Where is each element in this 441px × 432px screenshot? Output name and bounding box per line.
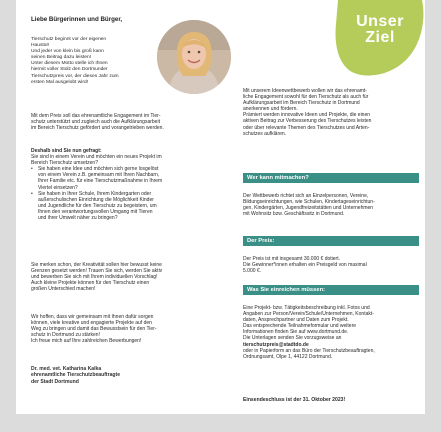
text-line: schutz unterstützt und zugleich auch die Aufklärungsarbeit	[31, 119, 160, 126]
text-line: Weg zu bringen und damit das Bewusstsein für den Tier-	[31, 326, 157, 333]
text-line: Wir hoffen, dass wir gemeinsam mit Ihnen dafür sorgen	[31, 314, 154, 320]
signature-role: ehrenamtliche Tierschutzbeauftragte	[31, 372, 121, 379]
bullet-list	[31, 166, 221, 221]
intro-text	[31, 37, 149, 86]
badge-line: Unser	[356, 13, 404, 30]
wanted-heading: Deshalb sind Sie nun gefragt:	[31, 148, 102, 154]
text-line: Die Unterlagen senden Sie vorzugsweise an	[243, 335, 342, 342]
text-line: im Bereich Tierschutz gefördert und vorangetrieben werden.	[31, 125, 164, 132]
portrait-photo	[157, 20, 231, 94]
text-line: Der Preis ist mit insgesamt 30.000 € dotiert.	[243, 256, 340, 262]
section-header-prize: Der Preis:	[243, 236, 419, 246]
who-paragraph	[243, 193, 419, 217]
text-line: anerkennen und fördern.	[243, 106, 298, 113]
text-line: Prämiert werden innovative Ideen und Projekte, die einen	[243, 112, 371, 119]
text-line: Mit dem Preis soll das ehrenamtliche Engagement im Tier-	[31, 113, 161, 119]
text-line: aktiven Beitrag zur Verbesserung des Tierschutzes leisten	[243, 118, 372, 125]
text-line: Auch kleine Projekte können für den Tierschutz einen	[31, 280, 150, 287]
signature-block	[31, 366, 120, 385]
email-address: tierschutzpreis@stadtdo.de	[243, 341, 309, 348]
text-line: und ihrer Umwelt näher zu bringen?	[38, 215, 118, 222]
text-line: Bildungseinrichtungen, wie Schulen, Kindertageseinrichtun-	[243, 199, 375, 206]
text-line: Das entsprechende Teilnahmeformular und weitere	[243, 323, 357, 330]
text-line: gen, Kindergärten, Jugendfreizeitstätten und Unternehmen	[243, 205, 374, 212]
intro-line: ersten Mal ausgelobt wird!	[31, 79, 89, 85]
text-line: außerschulischen Einrichtung die Möglichkeit Kinder	[38, 196, 154, 203]
signature-name: Dr. med. vet. Katharina Kalka	[31, 366, 102, 372]
text-line: oder in Papierform an das Büro der Tierschutzbeauftragten,	[243, 347, 375, 354]
text-line: Sie sind in einem Verein und möchten ein neues Projekt im	[31, 154, 162, 161]
list-item	[31, 191, 221, 221]
goal-paragraph	[243, 88, 419, 137]
text-line: • Sie haben eine Idee und möchten sich gerne losgelöst	[38, 166, 159, 173]
portrait-illustration	[157, 20, 231, 94]
greeting-heading: Liebe Bürgerinnen und Bürger,	[31, 16, 123, 23]
hope-paragraph	[31, 314, 221, 344]
signature-org: der Stadt Dortmund	[31, 378, 79, 385]
intro-line: seinen Beitrag dazu leisten!	[31, 55, 92, 61]
intro-line: Und jeder von klein bis groß kann	[31, 49, 104, 55]
creativity-paragraph	[31, 262, 221, 292]
text-line: Informationen finden Sie auf www.dortmund.de.	[243, 329, 349, 336]
text-line: großen Unterschied machen!	[31, 286, 96, 293]
text-line: Ihrer Familie etc. für eine Tierschutzmaßnahme in Ihrem	[38, 178, 163, 185]
text-line: können, viele kreative und engagierte Projekte auf den	[31, 320, 152, 327]
text-line: Viertel einsetzen?	[38, 184, 78, 191]
text-line: und Jugendliche für den Tierschutz zu begeistern, um	[38, 202, 157, 209]
section-header-who: Wer kann mitmachen?	[243, 173, 419, 183]
text-line: Die Gewinner*innen erhalten ein Preisgeld von maximal	[243, 262, 367, 269]
text-line: schutz in Dortmund zu stärken!	[31, 332, 100, 339]
intro-line: hiermit voller Stolz den Dortmunder	[31, 67, 108, 73]
text-line: von einem Verein z.B. gemeinsam mit Ihren Nachbarn,	[38, 172, 160, 179]
flyer-page	[16, 0, 425, 414]
intro-line: Tierschutz beginnt vor der eigenen	[31, 37, 107, 42]
list-item	[31, 166, 221, 190]
prize-paragraph	[243, 256, 419, 274]
badge-line: Ziel	[365, 29, 395, 46]
text-line: Aufklärungsarbeit im Bereich Tierschutz in Dortmund	[243, 100, 360, 107]
text-line: oder über relevante Themen des Tierschutzes und Arten-	[243, 124, 370, 131]
text-line: liche Engagement sowohl für den Tierschutz als auch für	[243, 94, 369, 101]
text-line: 5.000 €.	[243, 268, 262, 275]
deadline-text: Einsendeschluss ist der 31. Oktober 2023!	[243, 397, 346, 403]
text-line: und bewerben Sie sich mit Ihrem individuellen Vorschlag!	[31, 274, 158, 281]
wanted-section	[31, 148, 221, 221]
text-line: Ich freue mich auf Ihre zahlreichen Bewerbungen!	[31, 338, 142, 345]
intro-line: Haustür!	[31, 43, 50, 49]
text-line: Grenzen gesetzt werden! Trauen Sie sich, werden Sie aktiv	[31, 268, 163, 275]
purpose-paragraph	[31, 113, 221, 131]
submit-paragraph	[243, 305, 419, 360]
text-line: daten, Ansprechpartner und Daten zum Projekt.	[243, 317, 349, 324]
text-line: Ihnen den verantwortungsvollen Umgang mit Tieren	[38, 208, 153, 215]
text-line: schutzes aufklären.	[243, 130, 287, 137]
intro-line: Unter diesem Motto stelle ich Ihnen	[31, 61, 108, 67]
text-line: Angaben zur Person/Verein/Schule/Unternehmen, Kontakt-	[243, 311, 374, 318]
text-line: Der Wettbewerb richtet sich an Einzelpersonen, Vereine,	[243, 193, 369, 199]
text-line: mit Wohnsitz bzw. Geschäftssitz in Dortmund.	[243, 211, 345, 218]
text-line: • Sie haben in Ihrer Schule, Ihrem Kindergarten oder	[38, 190, 152, 197]
intro-line: Tierschutzpreis vor, der dieses Jahr zum	[31, 73, 119, 79]
text-line: Eine Projekt- bzw. Tätigkeitsbeschreibung inkl. Fotos und	[243, 305, 370, 311]
text-line: Ordnungsamt, Olpe 1, 44122 Dortmund.	[243, 353, 333, 360]
text-line: Sie merken schon, der Kreativität sollen hier bewusst keine	[31, 262, 162, 268]
text-line: Mit unserem Ideenwettbewerb wollen wir das ehrenamt-	[243, 88, 367, 94]
badge-title	[334, 14, 426, 46]
section-header-submit: Was Sie einreichen müssen:	[243, 285, 419, 295]
text-line: Bereich Tierschutz umsetzen?	[31, 160, 98, 167]
